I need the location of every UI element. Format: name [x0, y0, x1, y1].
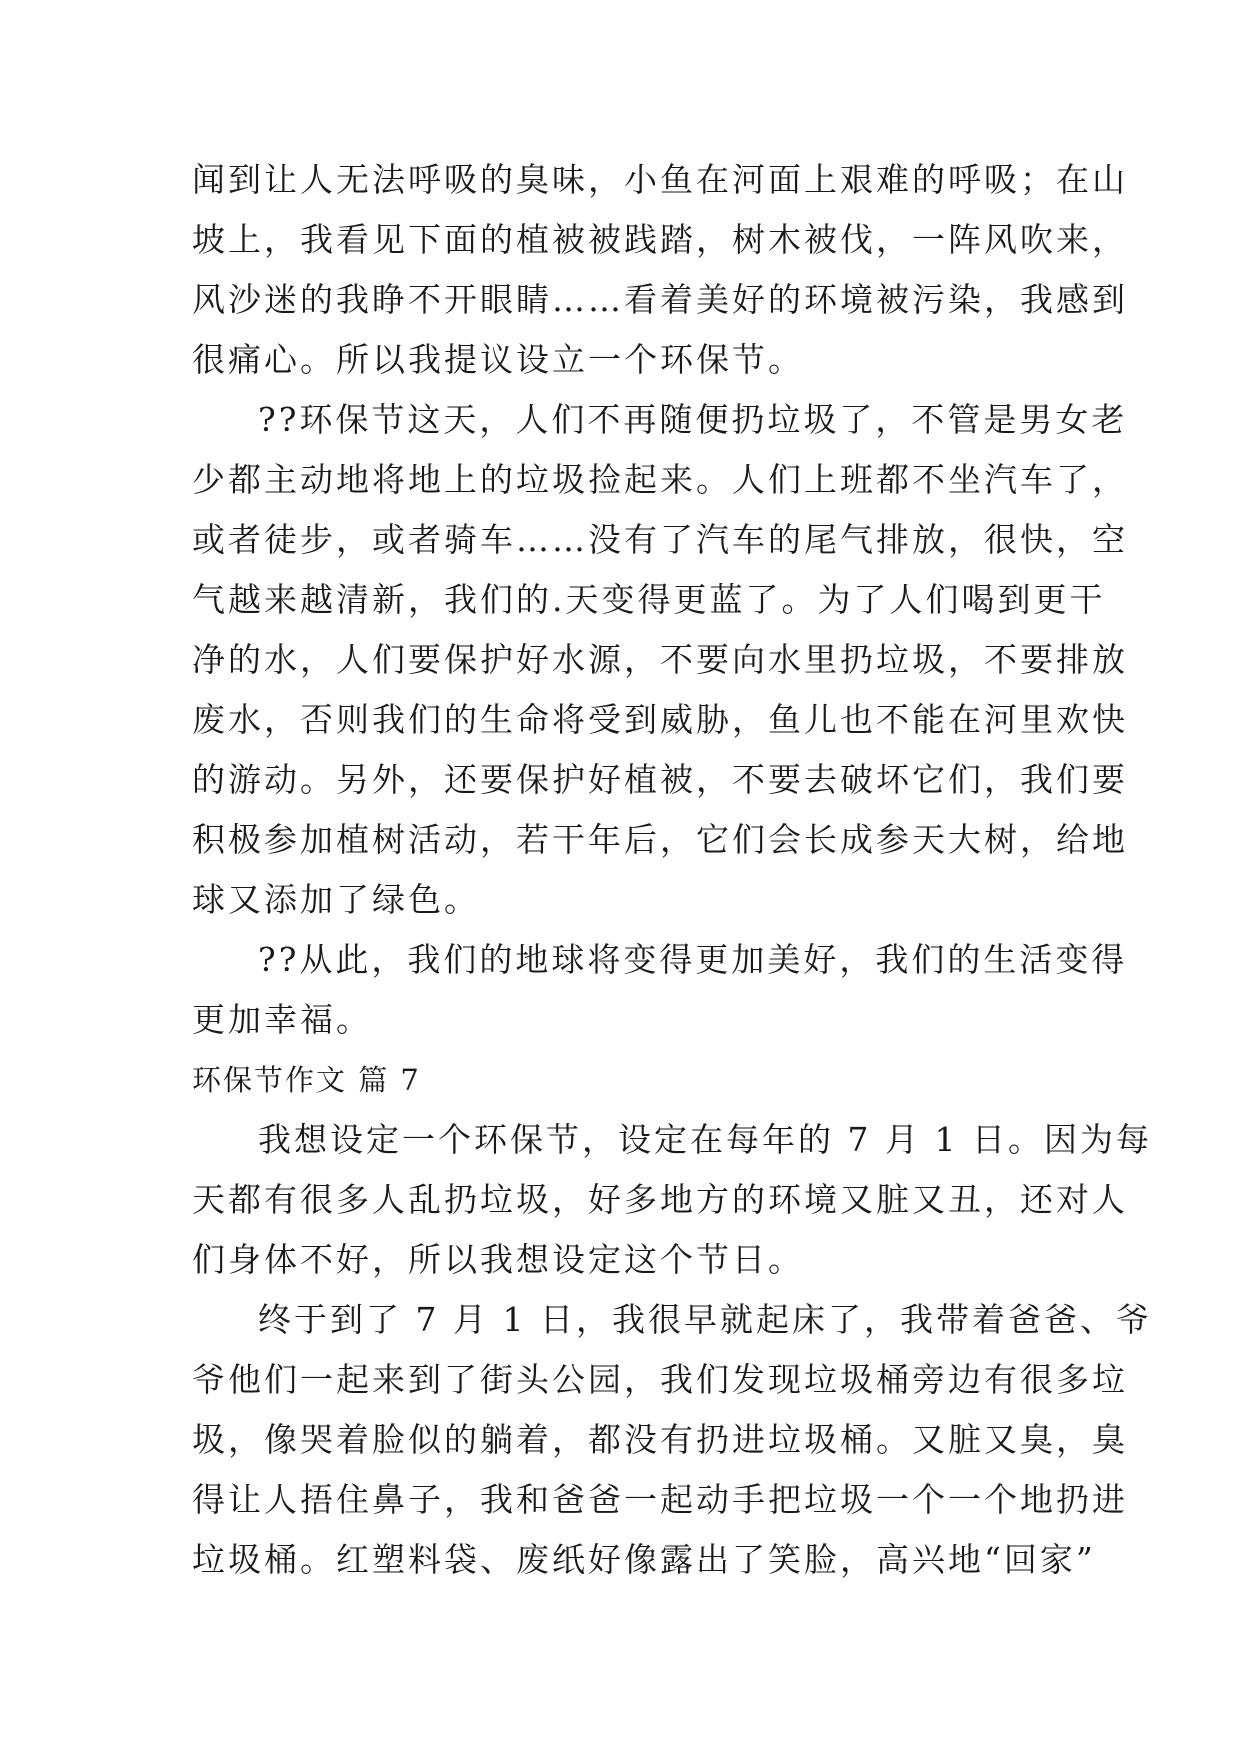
text-line: 天都有很多人乱扔垃圾，好多地方的环境又脏又丑，还对人 [192, 1180, 1128, 1219]
text-line: ??环保节这天，人们不再随便扔垃圾了，不管是男女老 [258, 400, 1128, 439]
text-line: 或者徒步，或者骑车……没有了汽车的尾气排放，很快，空 [192, 520, 1128, 559]
text-line: 积极参加植树活动，若干年后，它们会长成参天大树，给地 [192, 820, 1128, 859]
text-line: 坡上，我看见下面的植被被践踏，树木被伐，一阵风吹来， [192, 220, 1128, 259]
section-heading: 环保节作文 篇 7 [192, 1063, 421, 1097]
text-line: 球又添加了绿色。 [192, 880, 480, 919]
text-line: 得让人捂住鼻子，我和爸爸一起动手把垃圾一个一个地扔进 [192, 1480, 1128, 1519]
text-line: 很痛心。所以我提议设立一个环保节。 [192, 340, 804, 379]
text-line: 净的水，人们要保护好水源，不要向水里扔垃圾，不要排放 [192, 640, 1128, 679]
text-line: 气越来越清新，我们的.天变得更蓝了。为了人们喝到更干 [192, 580, 1106, 619]
text-line: 爷他们一起来到了街头公园，我们发现垃圾桶旁边有很多垃 [192, 1360, 1128, 1399]
text-line: 的游动。另外，还要保护好植被，不要去破坏它们，我们要 [192, 760, 1128, 799]
text-line: ??从此，我们的地球将变得更加美好，我们的生活变得 [258, 940, 1128, 979]
text-line: 更加幸福。 [192, 1000, 372, 1039]
text-line: 废水，否则我们的生命将受到威胁，鱼儿也不能在河里欢快 [192, 700, 1128, 739]
document-page [192, 150, 1152, 1590]
text-line: 圾，像哭着脸似的躺着，都没有扔进垃圾桶。又脏又臭，臭 [192, 1420, 1128, 1459]
text-line: 我想设定一个环保节，设定在每年的 7 月 1 日。因为每 [258, 1120, 1152, 1159]
text-line: 风沙迷的我睁不开眼睛……看着美好的环境被污染，我感到 [192, 280, 1128, 319]
text-line: 闻到让人无法呼吸的臭味，小鱼在河面上艰难的呼吸；在山 [192, 160, 1128, 199]
text-line: 们身体不好，所以我想设定这个节日。 [192, 1240, 804, 1279]
text-line: 终于到了 7 月 1 日，我很早就起床了，我带着爸爸、爷 [258, 1300, 1152, 1339]
text-line: 垃圾桶。红塑料袋、废纸好像露出了笑脸，高兴地“回家” [192, 1540, 1096, 1579]
text-line: 少都主动地将地上的垃圾捡起来。人们上班都不坐汽车了， [192, 460, 1128, 499]
